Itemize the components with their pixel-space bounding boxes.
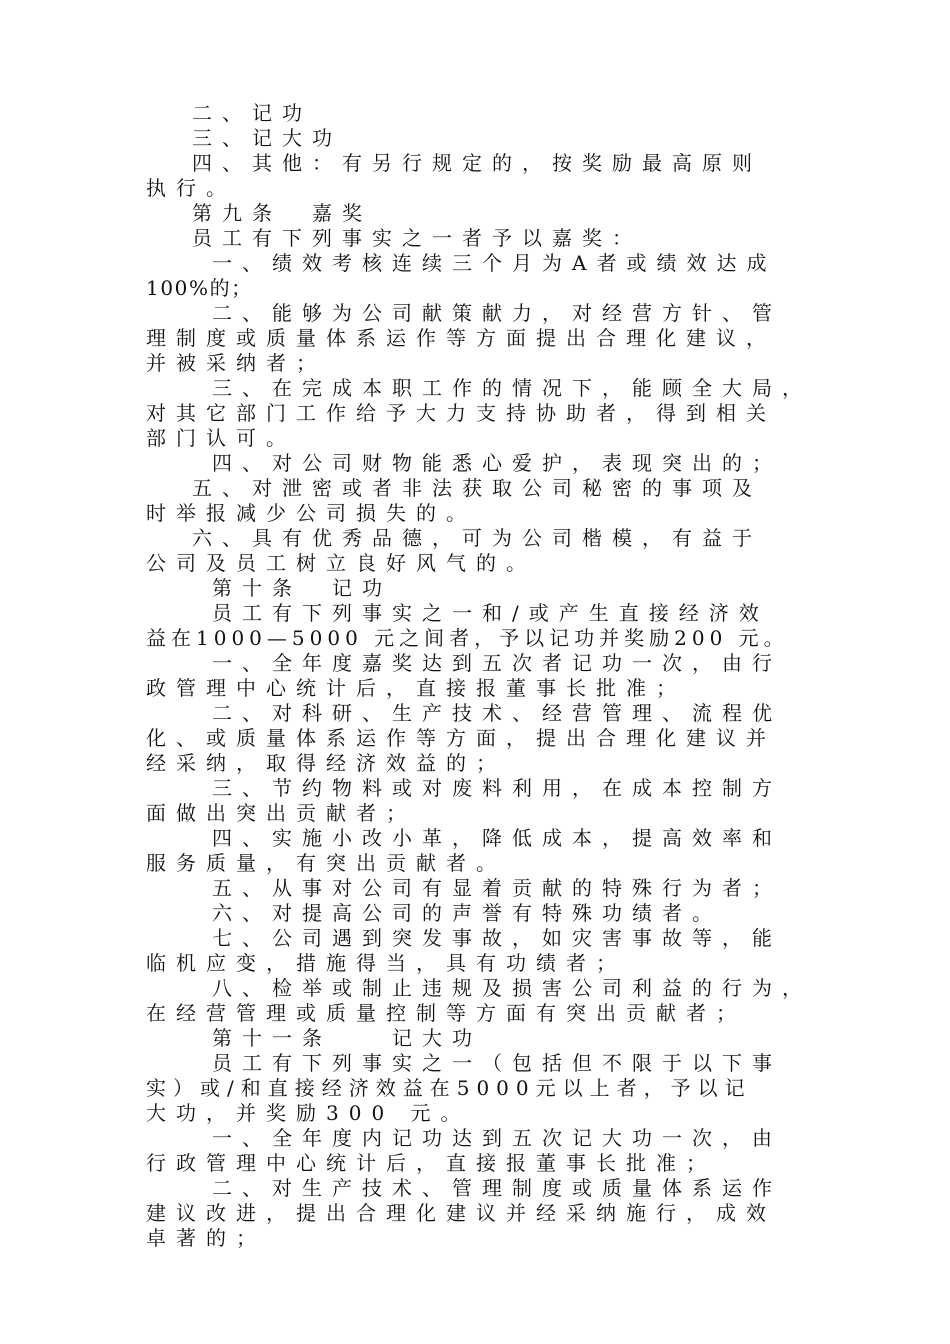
text-line: 五、对泄密或者非法获取公司秘密的事项及 (192, 476, 762, 500)
text-line: 卓著的； (146, 1226, 266, 1250)
text-line: 一、全年度内记功达到五次记大功一次，由 (212, 1126, 782, 1150)
text-line: 三、在完成本职工作的情况下，能顾全大局， (212, 376, 812, 400)
section-heading: 第十一条 记大功 (212, 1026, 482, 1050)
text-line: 行政管理中心统计后，直接报董事长批准； (146, 1151, 716, 1175)
text-line: 三、记大功 (192, 126, 342, 150)
text-line: 大功，并奖励300 元。 (146, 1101, 471, 1125)
text-line: 执行。 (146, 176, 236, 200)
text-line: 员工有下列事实之一和/或产生直接经济效 (212, 601, 769, 625)
text-line: 经采纳，取得经济效益的； (146, 751, 506, 775)
text-line: 时举报减少公司损失的。 (146, 501, 476, 525)
text-line: 面做出突出贡献者； (146, 801, 416, 825)
text-line: 建议改进，提出合理化建议并经采纳施行，成效 (146, 1201, 776, 1225)
text-line: 二、对生产技术、管理制度或质量体系运作 (212, 1176, 782, 1200)
text-line: 五、从事对公司有显着贡献的特殊行为者； (212, 876, 782, 900)
text-line: 一、全年度嘉奖达到五次者记功一次，由行 (212, 651, 782, 675)
text-line: 四、其他：有另行规定的，按奖励最高原则 (192, 151, 762, 175)
text-line: 部门认可。 (146, 426, 296, 450)
text-line: 员工有下列事实之一者予以嘉奖： (192, 226, 642, 250)
text-line: 临机应变，措施得当，具有功绩者； (146, 951, 626, 975)
text-line: 四、实施小改小革，降低成本，提高效率和 (212, 826, 782, 850)
text-line: 四、对公司财物能悉心爱护，表现突出的； (212, 451, 782, 475)
text-line: 六、对提高公司的声誉有特殊功绩者。 (212, 901, 722, 925)
text-line: 二、能够为公司献策献力，对经营方针、管 (212, 301, 782, 325)
text-line: 七、公司遇到突发事故，如灾害事故等，能 (212, 926, 782, 950)
text-line: 六、具有优秀品德，可为公司楷模，有益于 (192, 526, 762, 550)
text-line: 一、绩效考核连续三个月为A者或绩效达成 (212, 251, 777, 275)
text-line: 对其它部门工作给予大力支持协助者，得到相关 (146, 401, 776, 425)
text-line: 益在1000—5000 元之间者，予以记功并奖励200 元。 (146, 626, 789, 650)
text-line: 并被采纳者； (146, 351, 326, 375)
text-line: 八、检举或制止违规及损害公司利益的行为， (212, 976, 812, 1000)
text-line: 二、记功 (192, 101, 312, 125)
text-line: 二、对科研、生产技术、经营管理、流程优 (212, 701, 782, 725)
section-heading: 第十条 记功 (212, 576, 392, 600)
text-line: 政管理中心统计后，直接报董事长批准； (146, 676, 686, 700)
text-line: 公司及员工树立良好风气的。 (146, 551, 536, 575)
text-line: 实）或/和直接经济效益在5000元以上者，予以记 (146, 1076, 752, 1100)
text-line: 在经营管理或质量控制等方面有突出贡献者； (146, 1001, 746, 1025)
text-line: 理制度或质量体系运作等方面提出合理化建议， (146, 326, 776, 350)
text-line: 三、节约物料或对废料利用，在成本控制方 (212, 776, 782, 800)
text-line: 服务质量，有突出贡献者。 (146, 851, 506, 875)
text-line: 100%的； (146, 276, 253, 300)
text-line: 化、或质量体系运作等方面，提出合理化建议并 (146, 726, 776, 750)
text-line: 员工有下列事实之一（包括但不限于以下事 (212, 1051, 782, 1075)
section-heading: 第九条 嘉奖 (192, 201, 372, 225)
